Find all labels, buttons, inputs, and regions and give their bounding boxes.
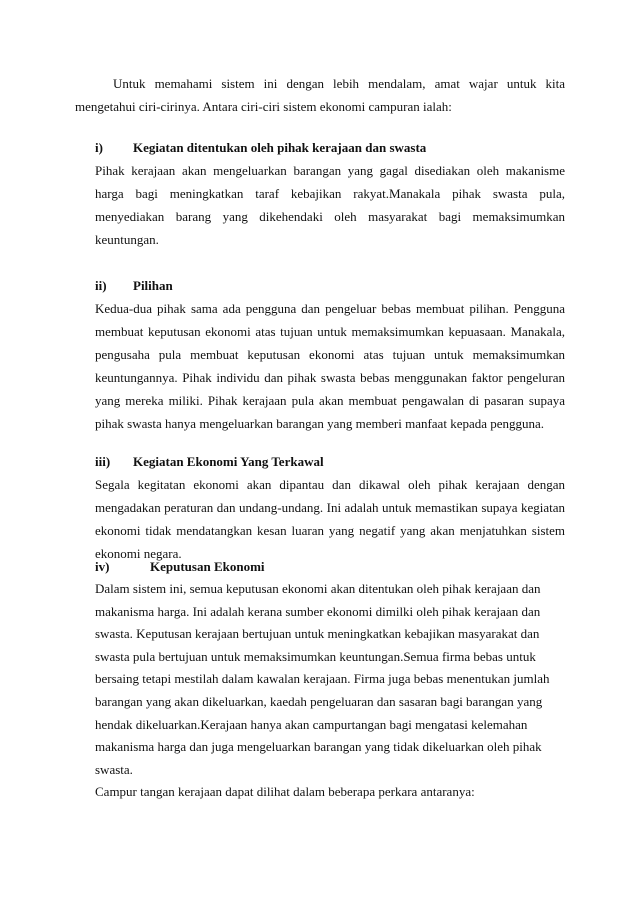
intro-line: Untuk memahami sistem ini dengan lebih mendalam, amat wajar untuk kita: [113, 76, 565, 91]
body-line: Campur tangan kerajaan dapat dilihat dalam beberapa perkara antaranya:: [95, 784, 475, 800]
body-line: membuat keputusan ekonomi atas tujuan untuk memaksimumkan kepuasaan. Manakala,: [95, 324, 565, 339]
body-line: yang mereka miliki. Pihak kerajaan pula akan membuat pengawalan di pasaran supaya: [95, 393, 565, 408]
body-line: mengadakan peraturan dan undang-undang. Ini adalah untuk memastikan supaya kegiatan: [95, 500, 565, 515]
section-title: Pilihan: [133, 278, 173, 293]
body-line: pengusaha pula membuat keputusan ekonomi atas tujuan untuk memaksimumkan: [95, 347, 565, 362]
body-line: swasta pula bertujuan untuk memaksimumkan keuntungan.Semua firma bebas untuk: [95, 648, 536, 664]
body-line: makanisma harga. Ini adalah kerana sumber ekonomi dimilki oleh pihak kerajaan dan: [95, 603, 541, 619]
intro-paragraph: [75, 72, 565, 118]
intro-line: mengetahui ciri-cirinya. Antara ciri-ciri sistem ekonomi campuran ialah:: [75, 99, 452, 114]
body-line: swasta.: [95, 761, 133, 777]
body-line: ekonomi tidak mendatangkan kesan luaran yang negatif yang akan menjatuhkan sistem: [95, 523, 565, 538]
body-line: Pihak kerajaan akan mengeluarkan barangan yang gagal disediakan oleh makanisme: [95, 163, 565, 178]
body-line: bersaing tetapi mestilah dalam kawalan kerajaan. Firma juga bebas menentukan jumlah: [95, 671, 550, 687]
body-line: swasta. Keputusan kerajaan bertujuan untuk meningkatkan kebajikan masyarakat dan: [95, 626, 540, 642]
section-body: [95, 159, 565, 251]
section-number: iii): [95, 454, 111, 469]
section-ii: [95, 275, 565, 435]
body-line: ekonomi negara.: [95, 546, 182, 561]
section-heading: [95, 275, 565, 297]
body-line: harga bagi meningkatkan taraf kebajikan rakyat.Manakala pihak swasta pula,: [95, 186, 565, 201]
section-heading: [95, 556, 565, 578]
section-iii: [95, 451, 565, 565]
section-heading: [95, 137, 565, 159]
section-title: Kegiatan ditentukan oleh pihak kerajaan dan swasta: [133, 140, 427, 155]
section-title: Keputusan Ekonomi: [150, 559, 265, 574]
body-line: pihak swasta hanya mengeluarkan barangan yang memberi manfaat kepada pengguna.: [95, 416, 545, 431]
body-line: barangan yang akan dikeluarkan, kaedah pengeluaran dan sasaran bagi barangan yang: [95, 693, 543, 709]
body-line: Kedua-dua pihak sama ada pengguna dan pengeluar bebas membuat pilihan. Pengguna: [95, 301, 565, 316]
section-number: ii): [95, 278, 107, 293]
section-body: [95, 578, 565, 804]
body-line: keuntungannya. Pihak individu dan pihak swasta bebas menggunakan faktor pengeluran: [95, 370, 565, 385]
section-iv: [95, 556, 565, 804]
body-line: makanisma harga dan juga mengeluarkan barangan yang tidak dikeluarkan oleh pihak: [95, 739, 542, 755]
section-heading: [95, 451, 565, 473]
body-line: Segala kegitatan ekonomi akan dipantau dan dikawal oleh pihak kerajaan dengan: [95, 477, 565, 492]
body-line: hendak dikeluarkan.Kerajaan hanya akan campurtangan bagi mengatasi kelemahan: [95, 716, 528, 732]
section-body: [95, 297, 565, 435]
body-line: Dalam sistem ini, semua keputusan ekonomi akan ditentukan oleh pihak kerajaan dan: [95, 581, 541, 596]
section-body: [95, 473, 565, 565]
section-number: i): [95, 140, 103, 155]
body-line: keuntungan.: [95, 232, 159, 247]
section-i: [95, 137, 565, 251]
body-line: menyediakan barang yang dikehendaki oleh masyarakat bagi memaksimumkan: [95, 209, 565, 224]
section-title: Kegiatan Ekonomi Yang Terkawal: [133, 454, 324, 469]
section-number: iv): [95, 559, 110, 574]
